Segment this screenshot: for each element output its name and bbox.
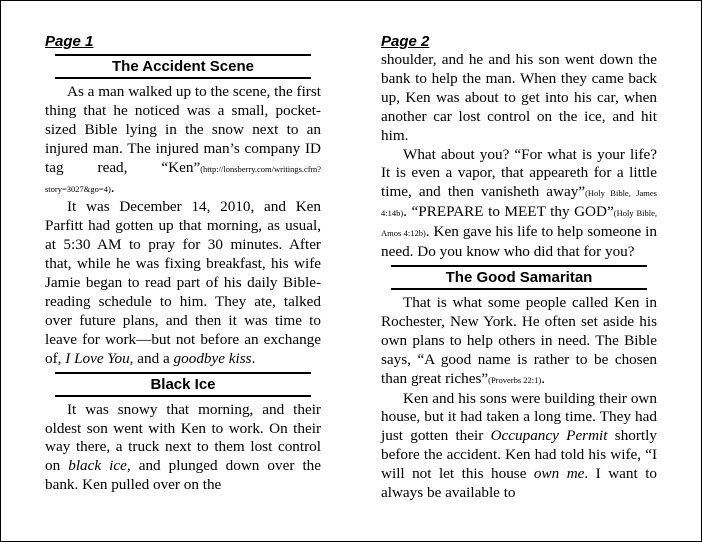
paragraph-house: [381, 390, 657, 503]
page-2-column: [381, 31, 657, 503]
italic-text: I Love You: [65, 349, 130, 367]
scripture-reference: (Holy Bible, James 4:14b): [381, 188, 657, 219]
paragraph-good-name: [381, 294, 657, 390]
heading-black-ice: Black Ice: [55, 372, 311, 397]
paragraph-text: .: [541, 369, 546, 387]
paragraph-text: . “PREPARE to MEET thy GOD”: [403, 203, 614, 221]
source-reference: (http://lonsberry.com/writings.cfm?story=3027&go=4): [45, 163, 321, 194]
paragraph-text: .: [110, 178, 115, 196]
paragraph-text: .: [251, 349, 256, 367]
paragraph-what-about-you: [381, 146, 657, 262]
paragraph-continued: shoulder, and he and his son went down the bank to help the man. When they came back up, Ken was about to get into his car, when another car lost control on the ice, and hit him.: [381, 51, 657, 144]
page-1-column: [45, 31, 321, 495]
paragraph-text: . Ken gave his life to help someone in need. Do you know who did that for you?: [381, 223, 657, 261]
page-2-label: Page 2: [381, 33, 430, 50]
page-1-label: Page 1: [45, 33, 94, 50]
paragraph-text: , and a: [129, 349, 174, 367]
paragraph-text: It was December 14, 2010, and Ken Parfitt had gotten up that morning, as usual, at 5:30 AM to pray for 30 minutes. After that, while he was fixing breakfast, his wife Jamie began to read part of his daily Bible-reading schedule to him. They ate, talked over future plans, and then it was time to leave for work—but not before an exchange of,: [45, 198, 321, 367]
paragraph-text: . I want to always be available to: [381, 465, 658, 502]
italic-text: black ice: [68, 457, 127, 475]
paragraph-text: As a man walked up to the scene, the first thing that he noticed was a small, pocket-sized Bible lying in the snow next to an injured man. The injured man’s company ID tag read, “Ken”: [45, 83, 321, 176]
paragraph-black-ice: [45, 401, 321, 496]
scripture-reference: (Holy Bible, Amos 4:12b): [381, 208, 657, 239]
italic-text: goodbye kiss: [173, 349, 252, 367]
paragraph-accident-intro: [45, 83, 321, 198]
scripture-reference: (Proverbs 22:1): [488, 374, 542, 385]
paragraph-morning-routine: [45, 198, 321, 368]
heading-good-samaritan: The Good Samaritan: [391, 265, 647, 290]
paragraph-text: That is what some people called Ken in Rochester, New York. He often set aside his own plans to help others in need. The Bible says, “A good name is rather to be chosen than great riches”: [381, 293, 657, 387]
italic-text: own me: [533, 465, 585, 483]
paragraph-text: What about you? “For what is your life? It is even a vapor, that appeareth for a little time, and then vanisheth away”: [381, 145, 657, 201]
heading-accident-scene: The Accident Scene: [55, 54, 311, 79]
italic-text: Occupancy Permit: [490, 427, 608, 445]
paragraph-text: , and plunged down over the bank. Ken pulled over on the: [45, 457, 322, 494]
paragraph-text: shortly before the accident. Ken had told his wife, “I will not let this house: [381, 427, 657, 483]
paragraph-text: Ken and his sons were building their own house, but it had taken a long time. They had just gotten their: [381, 389, 657, 445]
paragraph-text: It was snowy that morning, and their oldest son went with Ken to work. On their way there, a truck next to them lost control on: [45, 400, 321, 475]
